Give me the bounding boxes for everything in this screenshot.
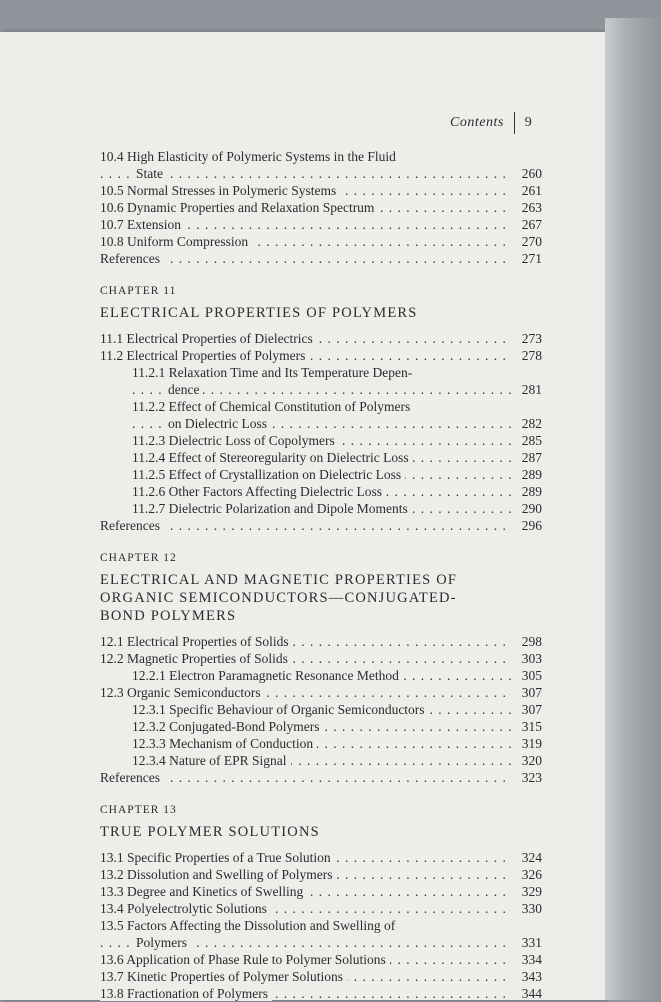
toc-entry: [100, 148, 542, 182]
toc-entry-page: 260: [521, 166, 542, 181]
toc-entry: [100, 866, 542, 883]
toc-entry-page: 323: [521, 770, 542, 785]
toc-entry-title: [100, 199, 512, 216]
toc-entry-page: 273: [521, 331, 542, 346]
toc-entry-page: 331: [521, 935, 542, 950]
toc-entry: [100, 449, 542, 466]
toc-entry-title-text: 11.2.7 Dielectric Polarization and Dipole Moments: [132, 501, 412, 516]
toc-entry-title: [100, 633, 512, 650]
toc-entry: [100, 951, 542, 968]
toc-entry: [100, 364, 542, 398]
toc-entry-page: 319: [521, 736, 542, 751]
toc-entry-page: 289: [521, 467, 542, 482]
toc-entry-page: 289: [521, 484, 542, 499]
toc-entry-page: 320: [521, 753, 542, 768]
toc-entry-title: [100, 517, 512, 534]
toc-entry-title-text: References: [100, 251, 164, 266]
chapter-label: CHAPTER 11: [100, 285, 177, 297]
toc-entry-title: [132, 466, 512, 483]
toc-entry-page: 298: [521, 634, 542, 649]
toc-entry-title-text: 12.3.2 Conjugated-Bond Polymers: [132, 719, 324, 734]
toc-entry-title-line: on Dielectric Loss: [168, 416, 271, 431]
toc-entry: [100, 968, 542, 985]
table-of-contents: [100, 148, 542, 1002]
toc-entry: [100, 718, 542, 735]
toc-entry: [100, 517, 542, 534]
toc-entry-title: [100, 900, 512, 917]
toc-entry-title: [100, 250, 512, 267]
toc-entry-page: 285: [521, 433, 542, 448]
toc-entry-page: 281: [521, 382, 542, 397]
chapter-title: ELECTRICAL PROPERTIES OF POLYMERS: [100, 305, 418, 321]
toc-entry: [100, 182, 542, 199]
toc-entry-page: 267: [521, 217, 542, 232]
toc-entry-page: 330: [521, 901, 542, 916]
toc-entry-title-text: 12.2 Magnetic Properties of Solids: [100, 651, 292, 666]
chapter-title: [100, 571, 542, 625]
toc-entry: [100, 667, 542, 684]
toc-entry-title-text: 11.2.4 Effect of Stereoregularity on Dielectric Loss: [132, 450, 413, 465]
toc-entry: [100, 347, 542, 364]
toc-entry-title-text: 13.2 Dissolution and Swelling of Polymers: [100, 867, 337, 882]
toc-entry-title: [132, 667, 512, 684]
toc-entry-title: [132, 364, 512, 398]
chapter-10-continued: [100, 148, 542, 267]
toc-entry-title-line: State: [136, 166, 167, 181]
toc-entry-title-line: 11.2.2 Effect of Chemical Constitution of Polymers: [132, 399, 411, 414]
toc-entry: [100, 432, 542, 449]
toc-entry-page: 263: [521, 200, 542, 215]
toc-entry-title: [132, 483, 512, 500]
chapter-title-line: ORGANIC SEMICONDUCTORS—CONJUGATED-: [100, 590, 457, 606]
toc-entry-title-text: 13.7 Kinetic Properties of Polymer Solutions: [100, 969, 347, 984]
toc-entry-title: [100, 968, 512, 985]
toc-entry-title: [132, 398, 512, 432]
toc-entry: [100, 199, 542, 216]
toc-entry-title-text: References: [100, 518, 164, 533]
page-edge-shadow: [605, 18, 661, 1000]
page-number: 9: [524, 115, 532, 130]
toc-entry-title: [100, 182, 512, 199]
toc-entry-title-text: 10.5 Normal Stresses in Polymeric Systems: [100, 183, 340, 198]
toc-entry-page: 307: [521, 685, 542, 700]
toc-entry-title-text: 11.2.6 Other Factors Affecting Dielectric Loss: [132, 484, 386, 499]
toc-entry-title-text: 12.2.1 Electron Paramagnetic Resonance Method: [132, 668, 403, 683]
toc-entry-page: 290: [521, 501, 542, 516]
toc-entry-title-text: 11.1 Electrical Properties of Dielectrics: [100, 331, 317, 346]
toc-entry-title: [132, 735, 512, 752]
toc-entry-title: [100, 684, 512, 701]
toc-entry-title-text: 11.2.3 Dielectric Loss of Copolymers: [132, 433, 339, 448]
chapter-title-line: ELECTRICAL AND MAGNETIC PROPERTIES OF: [100, 572, 458, 588]
toc-entry: [100, 752, 542, 769]
toc-entry-title: [100, 233, 512, 250]
toc-entry: [100, 466, 542, 483]
toc-entry-page: 326: [521, 867, 542, 882]
toc-entry-title-text: 10.8 Uniform Compression: [100, 234, 252, 249]
toc-entry-title: [100, 148, 512, 182]
toc-entry-title: [100, 951, 512, 968]
header-divider: [514, 112, 515, 134]
toc-entry-page: 344: [521, 986, 542, 1001]
toc-entry: [100, 250, 542, 267]
chapter-11: [100, 283, 542, 534]
toc-entry-title-line: 10.4 High Elasticity of Polymeric Systems in the Fluid: [100, 149, 396, 164]
toc-entry-page: 334: [521, 952, 542, 967]
toc-entry-title: [132, 500, 512, 517]
toc-entry-page: 282: [521, 416, 542, 431]
toc-entry: [100, 985, 542, 1002]
toc-entry-title-line: dence: [168, 382, 203, 397]
toc-entry: [100, 735, 542, 752]
chapter-title-line: BOND POLYMERS: [100, 608, 237, 624]
toc-entry-title: [100, 866, 512, 883]
toc-entry-title: [100, 330, 512, 347]
toc-entry-title: [100, 985, 512, 1002]
toc-entry-title-text: 13.1 Specific Properties of a True Solution: [100, 850, 335, 865]
toc-entry-title-text: 12.1 Electrical Properties of Solids: [100, 634, 293, 649]
toc-entry: [100, 684, 542, 701]
toc-entry: [100, 769, 542, 786]
toc-entry-page: 261: [521, 183, 542, 198]
toc-entry: [100, 500, 542, 517]
toc-entry-title-text: 11.2 Electrical Properties of Polymers: [100, 348, 309, 363]
toc-entry-page: 329: [521, 884, 542, 899]
toc-entry-title: [100, 650, 512, 667]
toc-entry-page: 278: [521, 348, 542, 363]
toc-entry-title-text: 13.6 Application of Phase Rule to Polymer Solutions: [100, 952, 390, 967]
toc-entry-title-text: 12.3.1 Specific Behaviour of Organic Semiconductors: [132, 702, 429, 717]
toc-entry: [100, 633, 542, 650]
toc-entry-title: [132, 752, 512, 769]
running-title: Contents: [450, 115, 504, 130]
toc-entry-title-text: 10.6 Dynamic Properties and Relaxation Spectrum: [100, 200, 378, 215]
toc-entry-title: [100, 917, 512, 951]
chapter-label: CHAPTER 13: [100, 804, 177, 816]
toc-entry-title-text: 12.3 Organic Semiconductors: [100, 685, 265, 700]
toc-entry: [100, 917, 542, 951]
running-header: [450, 112, 532, 134]
toc-entry-page: 324: [521, 850, 542, 865]
toc-entry-page: 287: [521, 450, 542, 465]
toc-entry-page: 303: [521, 651, 542, 666]
toc-entry: [100, 216, 542, 233]
toc-entry: [100, 483, 542, 500]
toc-entry: [100, 900, 542, 917]
toc-entry: [100, 233, 542, 250]
toc-entry-page: 343: [521, 969, 542, 984]
toc-entry-title-line: Polymers: [136, 935, 191, 950]
toc-entry-title-text: 12.3.3 Mechanism of Conduction: [132, 736, 317, 751]
toc-entry-title: [100, 769, 512, 786]
toc-entry-page: 315: [521, 719, 542, 734]
toc-entry-page: 305: [521, 668, 542, 683]
toc-entry-title-text: 12.3.4 Nature of EPR Signal: [132, 753, 291, 768]
toc-entry-title-text: 13.3 Degree and Kinetics of Swelling: [100, 884, 307, 899]
chapter-title: TRUE POLYMER SOLUTIONS: [100, 824, 320, 840]
toc-entry-title: [132, 432, 512, 449]
toc-entry: [100, 883, 542, 900]
chapter-12: [100, 550, 542, 786]
toc-entry: [100, 330, 542, 347]
toc-entry: [100, 650, 542, 667]
toc-entry-page: 296: [521, 518, 542, 533]
toc-entry-title-text: 13.4 Polyelectrolytic Solutions: [100, 901, 271, 916]
toc-entry-title: [132, 718, 512, 735]
toc-entry-title-text: 11.2.5 Effect of Crystallization on Dielectric Loss: [132, 467, 405, 482]
toc-entry-title: [100, 849, 512, 866]
toc-entry: [100, 398, 542, 432]
toc-entry-title-line: 11.2.1 Relaxation Time and Its Temperature Depen-: [132, 365, 413, 380]
toc-entry: [100, 849, 542, 866]
chapter-label: CHAPTER 12: [100, 552, 177, 564]
toc-entry-title: [132, 449, 512, 466]
toc-entry-title: [132, 701, 512, 718]
toc-entry-title-text: 13.8 Fractionation of Polymers: [100, 986, 272, 1001]
toc-entry-title-text: References: [100, 770, 164, 785]
toc-entry-title-line: 13.5 Factors Affecting the Dissolution and Swelling of: [100, 918, 396, 933]
toc-entry-title: [100, 216, 512, 233]
toc-entry-title-text: 10.7 Extension: [100, 217, 185, 232]
toc-entry-title: [100, 347, 512, 364]
toc-entry-page: 270: [521, 234, 542, 249]
toc-entry: [100, 701, 542, 718]
toc-entry-title: [100, 883, 512, 900]
chapter-13: [100, 802, 542, 1002]
toc-entry-page: 271: [521, 251, 542, 266]
toc-entry-page: 307: [521, 702, 542, 717]
